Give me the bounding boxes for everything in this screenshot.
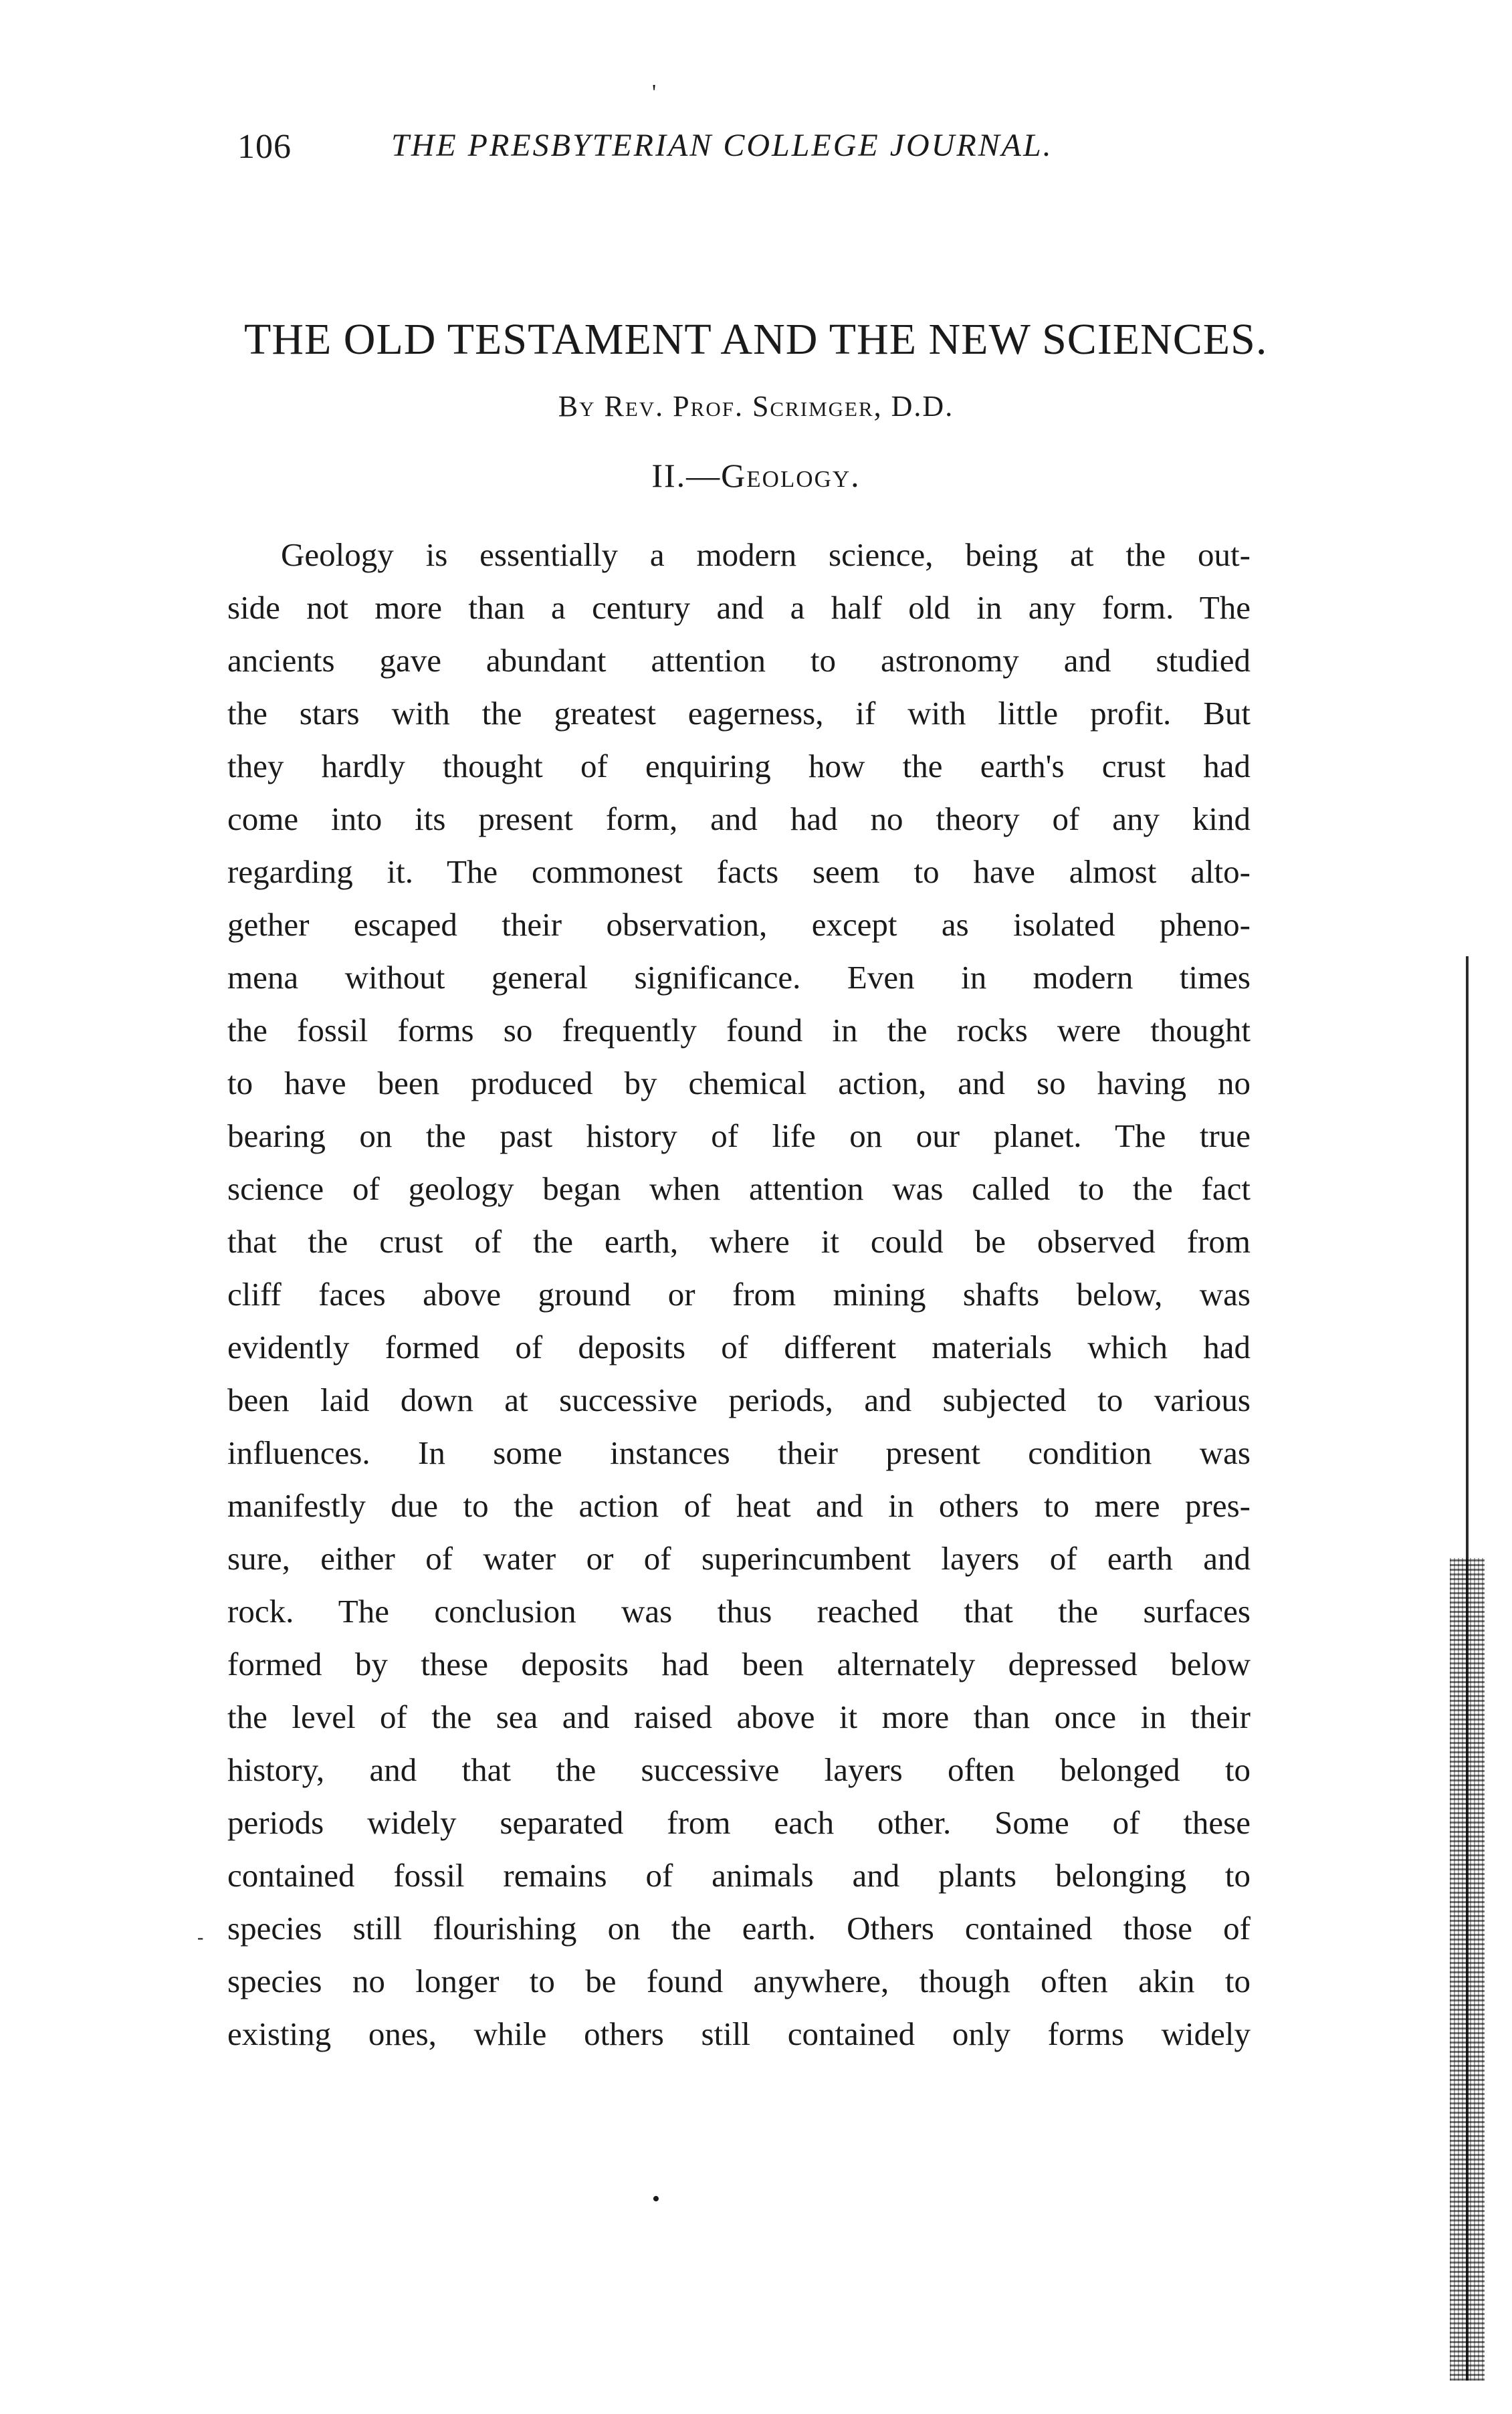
body-line: Geology is essentially a modern science, being at the out- bbox=[281, 536, 1251, 573]
body-line: species no longer to be found anywhere, though often akin to bbox=[227, 1963, 1251, 1999]
article-body bbox=[227, 528, 1251, 2060]
body-line: influences. In some instances their present condition was bbox=[227, 1434, 1251, 1471]
body-line: periods widely separated from each other. Some of these bbox=[227, 1804, 1251, 1841]
top-tick-mark: ' bbox=[652, 80, 657, 105]
body-line: side not more than a century and a half old in any form. The bbox=[227, 589, 1251, 626]
body-line: history, and that the successive layers often belonged to bbox=[227, 1751, 1251, 1788]
body-line: ancients gave abundant attention to astronomy and studied bbox=[227, 642, 1251, 679]
body-line: evidently formed of deposits of different materials which had bbox=[227, 1329, 1251, 1365]
body-line: bearing on the past history of life on our planet. The true bbox=[227, 1117, 1251, 1154]
body-line: they hardly thought of enquiring how the earth's crust had bbox=[227, 748, 1251, 784]
margin-dash-mark: - bbox=[197, 1927, 204, 1948]
body-line: cliff faces above ground or from mining shafts below, was bbox=[227, 1276, 1251, 1313]
body-line: mena without general significance. Even in modern times bbox=[227, 959, 1251, 996]
body-line: to have been produced by chemical action, and so having no bbox=[227, 1065, 1251, 1101]
body-line: the fossil forms so frequently found in the rocks were thought bbox=[227, 1012, 1251, 1049]
running-head bbox=[237, 127, 1307, 181]
body-line: science of geology began when attention was called to the fact bbox=[227, 1170, 1251, 1207]
body-line: species still flourishing on the earth. Others contained those of bbox=[227, 1910, 1251, 1947]
body-line: formed by these deposits had been alternately depressed below bbox=[227, 1646, 1251, 1682]
section-heading: II.—Geology. bbox=[651, 457, 861, 494]
article-title: THE OLD TESTAMENT AND THE NEW SCIENCES. bbox=[244, 315, 1268, 364]
journal-title: THE PRESBYTERIAN COLLEGE JOURNAL. bbox=[391, 128, 1053, 163]
body-line: regarding it. The commonest facts seem to have almost alto- bbox=[227, 853, 1251, 890]
byline: By Rev. Prof. Scrimger, D.D. bbox=[558, 390, 954, 423]
body-line: rock. The conclusion was thus reached that the surfaces bbox=[227, 1593, 1251, 1630]
body-line: the level of the sea and raised above it more than once in their bbox=[227, 1698, 1251, 1735]
body-line: contained fossil remains of animals and plants belonging to bbox=[227, 1857, 1251, 1894]
body-line: sure, either of water or of superincumbent layers of earth and bbox=[227, 1540, 1251, 1577]
body-line: the stars with the greatest eagerness, if with little profit. But bbox=[227, 695, 1251, 732]
body-line: manifestly due to the action of heat and in others to mere pres- bbox=[227, 1487, 1251, 1524]
body-line: that the crust of the earth, where it could be observed from bbox=[227, 1223, 1251, 1260]
body-line: been laid down at successive periods, and subjected to various bbox=[227, 1382, 1251, 1418]
footer-mark: • bbox=[652, 2187, 660, 2211]
body-line: come into its present form, and had no theory of any kind bbox=[227, 800, 1251, 837]
page-edge-scan-artifact bbox=[1450, 1558, 1485, 2381]
body-line: gether escaped their observation, except as isolated pheno- bbox=[227, 906, 1251, 943]
body-line: existing ones, while others still contained only forms widely bbox=[227, 2015, 1251, 2052]
page-number: 106 bbox=[237, 128, 292, 166]
